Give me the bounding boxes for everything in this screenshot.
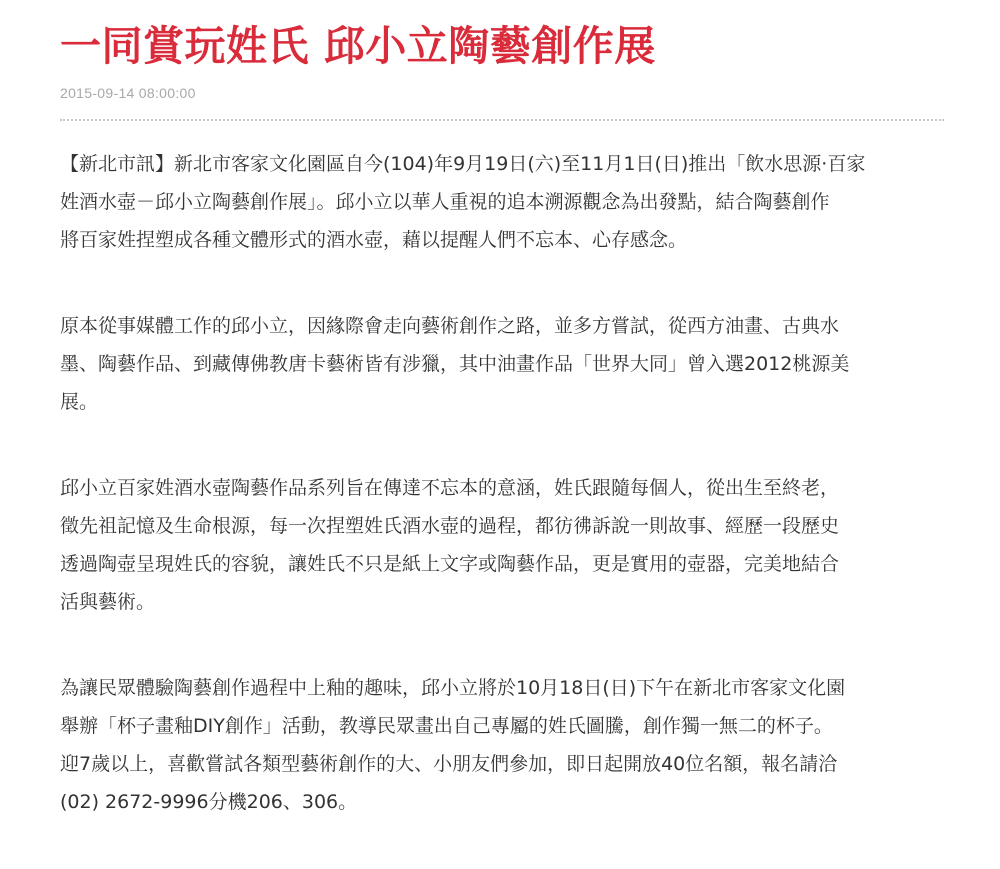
- paragraph-line: 舉辦「杯子畫釉DIY創作」活動，教導民眾畫出自己專屬的姓氏圖騰，創作獨一無二的杯子。: [60, 715, 833, 737]
- article-paragraph: [60, 145, 944, 259]
- paragraph-line: 原本從事媒體工作的邱小立，因緣際會走向藝術創作之路，並多方嘗試，從西方油畫、古典水: [60, 315, 840, 337]
- paragraph-line: 迎7歲以上，喜歡嘗試各類型藝術創作的大、小朋友們參加，即日起開放40位名額，報名請洽: [60, 753, 838, 775]
- news-article: [60, 0, 944, 813]
- paragraph-line: (02) 2672-9996分機206、306。: [60, 791, 358, 813]
- dotted-divider: [60, 119, 944, 121]
- article-paragraph: [60, 469, 944, 621]
- paragraph-line: 透過陶壺呈現姓氏的容貌，讓姓氏不只是紙上文字或陶藝作品，更是實用的壺器，完美地結合: [60, 553, 840, 575]
- paragraph-line: 邱小立百家姓酒水壺陶藝作品系列旨在傳達不忘本的意涵，姓氏跟隨每個人，從出生至終老，: [60, 477, 840, 499]
- paragraph-line: 徵先祖記憶及生命根源，每一次捏塑姓氏酒水壺的過程，都彷彿訴說一則故事、經歷一段歷史: [60, 515, 840, 537]
- paragraph-line: 展。: [60, 391, 99, 413]
- article-title: 一同賞玩姓氏 邱小立陶藝創作展: [60, 22, 656, 70]
- article-paragraph: [60, 669, 944, 821]
- article-body: [60, 145, 944, 869]
- paragraph-line: 姓酒水壺－邱小立陶藝創作展」。邱小立以華人重視的追本溯源觀念為出發點，結合陶藝創作: [60, 191, 830, 213]
- paragraph-line: 為讓民眾體驗陶藝創作過程中上釉的趣味，邱小立將於10月18日(日)下午在新北市客家文化園: [60, 677, 846, 699]
- article-paragraph: [60, 307, 944, 421]
- paragraph-line: 墨、陶藝作品、到藏傳佛教唐卡藝術皆有涉獵，其中油畫作品「世界大同」曾入選2012桃源美: [60, 353, 850, 375]
- paragraph-line: 活與藝術。: [60, 591, 156, 613]
- paragraph-line: 【新北市訊】新北市客家文化園區自今(104)年9月19日(六)至11月1日(日)推出「飲水思源‧百家: [60, 153, 866, 175]
- paragraph-line: 將百家姓捏塑成各種文體形式的酒水壺，藉以提醒人們不忘本、心存感念。: [60, 229, 688, 251]
- publish-date: 2015-09-14 08:00:00: [60, 85, 196, 101]
